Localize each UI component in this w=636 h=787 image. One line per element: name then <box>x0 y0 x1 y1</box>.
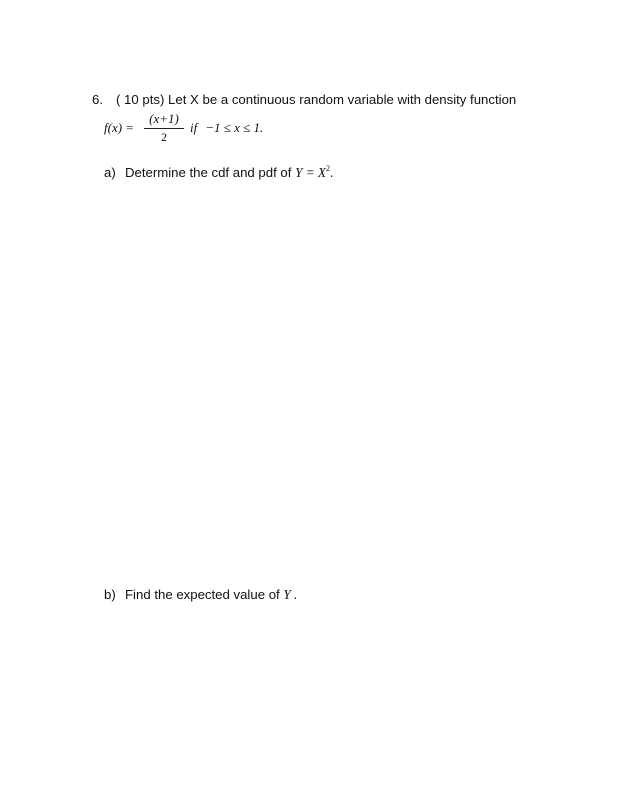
part-b-question <box>125 587 297 603</box>
condition-word: if <box>190 120 198 135</box>
fraction-denominator: 2 <box>161 130 167 144</box>
formula-condition-group <box>190 120 263 136</box>
question-number: 6. <box>92 92 103 107</box>
density-formula <box>104 112 304 146</box>
part-a-text: Determine the cdf and pdf of <box>125 165 292 180</box>
formula-lhs: f(x) = <box>104 120 135 135</box>
formula-fraction <box>144 112 184 144</box>
question-text: ( 10 pts) Let X be a continuous random variable with density function <box>116 92 517 107</box>
part-a-label: a) <box>104 165 116 180</box>
part-a-math-exponent: 2 <box>325 164 330 173</box>
fraction-numerator: (x+1) <box>149 111 179 126</box>
part-a-question <box>125 165 333 181</box>
part-b-text: Find the expected value of <box>125 587 280 602</box>
part-b-math: Y . <box>283 587 298 602</box>
part-a-math-base: Y = X <box>295 165 326 180</box>
part-b-label: b) <box>104 587 116 602</box>
condition-range: −1 ≤ x ≤ 1. <box>205 120 264 135</box>
part-a-math-end: . <box>329 165 334 180</box>
fraction-bar <box>144 128 184 129</box>
